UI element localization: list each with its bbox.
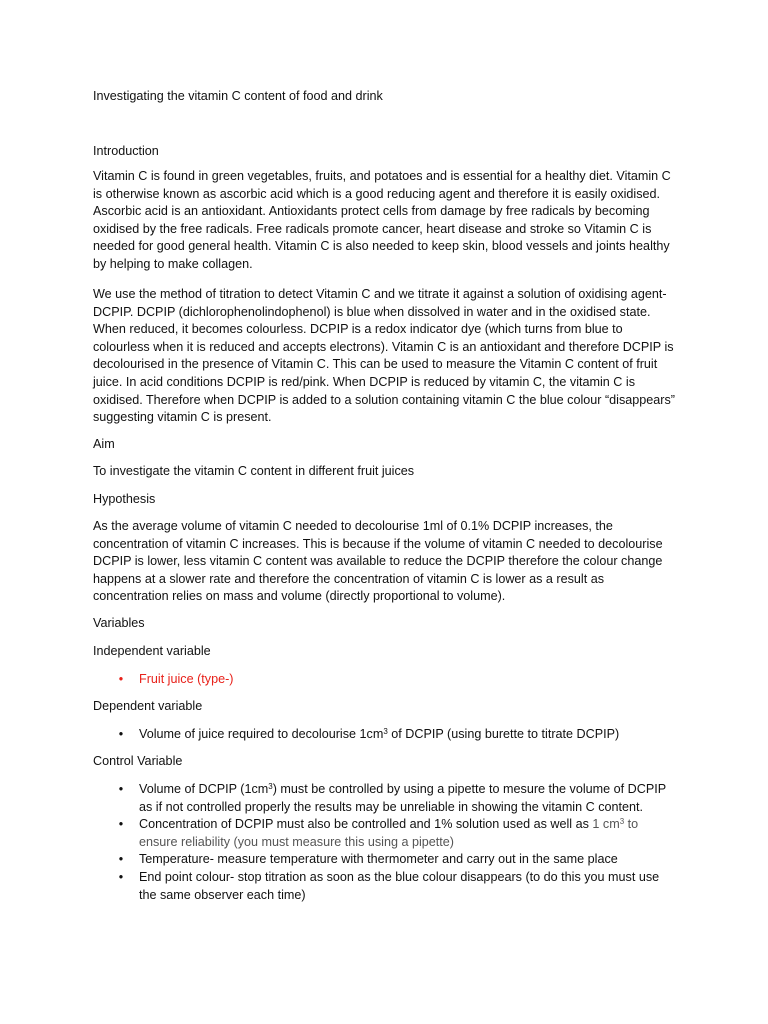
dependent-item-text-a: Volume of juice required to decolourise 1cm <box>139 727 384 741</box>
dependent-variable-list <box>93 726 678 744</box>
superscript: 3 <box>383 727 388 736</box>
list-item <box>93 726 678 744</box>
list-item <box>93 851 678 869</box>
control-variable-heading: Control Variable <box>93 754 183 768</box>
hypothesis-text: As the average volume of vitamin C needed to decolourise 1ml of 0.1% DCPIP increases, the concentration of vitamin C increases. This is because if the volume of vitamin C needed to decolourise DCPIP is lower, less vitamin C content was available to reduce the DCPIP therefore the colour change happens at a slower rate and therefore the concentration of vitamin C is lower as a result as concentration relies on mass and volume (directly proportional to volume). <box>93 519 663 604</box>
list-item <box>93 816 678 851</box>
independent-variable-list <box>93 671 678 689</box>
introduction-paragraph-1: Vitamin C is found in green vegetables, fruits, and potatoes and is essential for a healthy diet. Vitamin C is otherwise known as ascorbic acid which is a good reducing agent and therefore it is easily oxidised. Ascorbic acid is an antioxidant. Antioxidants protect cells from damage by free radicals by becoming oxidised by the free radicals. Free radicals promote cancer, heart disease and stroke so Vitamin C is needed for good general health. Vitamin C is also needed to keep skin, blood vessels and joints healthy by helping to make collagen. <box>93 169 671 271</box>
introduction-paragraph-2: We use the method of titration to detect Vitamin C and we titrate it against a solution of oxidising agent- DCPIP. DCPIP (dichlorophenolindophenol) is blue when dissolved in water and in the oxidised state. When reduced, it becomes colourless. DCPIP is a redox indicator dye (which turns from blue to colourless when it is reduced and accepts electrons). Vitamin C is an antioxidant and therefore DCPIP is decolourised in the presence of Vitamin C. This can be used to measure the Vitamin C content of fruit juice. In acid conditions DCPIP is red/pink. When DCPIP is reduced by vitamin C, the vitamin C is oxidised. Therefore when DCPIP is added to a solution containing vitamin C the blue colour “disappears” suggesting vitamin C is present. <box>93 287 675 425</box>
control-4-text: End point colour- stop titration as soon as the blue colour disappears (to do this you must use the same observer each time) <box>139 869 660 902</box>
bullet-icon: • <box>118 672 124 686</box>
control-3-text: Temperature- measure temperature with thermometer and carry out in the same place <box>139 852 618 867</box>
list-item <box>93 869 678 904</box>
independent-variable-heading: Independent variable <box>93 644 211 658</box>
bullet-icon: • <box>118 727 124 741</box>
control-2-text-a: Concentration of DCPIP must also be controlled and 1% solution used as well as <box>139 817 593 832</box>
aim-heading: Aim <box>93 437 115 451</box>
hypothesis-heading: Hypothesis <box>93 492 156 506</box>
control-1-text-a: Volume of DCPIP (1cm <box>139 782 269 796</box>
document-title: Investigating the vitamin C content of food and drink <box>93 89 383 103</box>
bullet-icon: • <box>118 817 124 832</box>
introduction-heading: Introduction <box>93 144 159 158</box>
control-2-grey-text-a: 1 cm <box>592 817 620 832</box>
independent-variable-item: Fruit juice (type-) <box>139 672 234 686</box>
bullet-icon: • <box>118 782 124 796</box>
control-1-text-b: ) must be controlled by using a pipette to mesure the volume of DCPIP as if not controlled properly the results may be unreliable in showing the vitamin C content. <box>139 782 666 814</box>
control-variable-list <box>93 781 678 904</box>
dependent-item-text-b: of DCPIP (using burette to titrate DCPIP) <box>387 727 620 741</box>
bullet-icon: • <box>118 852 124 867</box>
variables-heading: Variables <box>93 616 145 630</box>
superscript: 3 <box>619 817 625 827</box>
list-item <box>93 781 678 816</box>
superscript: 3 <box>268 782 273 791</box>
dependent-variable-heading: Dependent variable <box>93 699 203 713</box>
list-item <box>93 671 678 689</box>
aim-text: To investigate the vitamin C content in different fruit juices <box>93 464 415 478</box>
control-2-grey-text-b: to ensure reliability (you must measure this using a pipette) <box>139 817 639 849</box>
bullet-icon: • <box>118 869 124 884</box>
